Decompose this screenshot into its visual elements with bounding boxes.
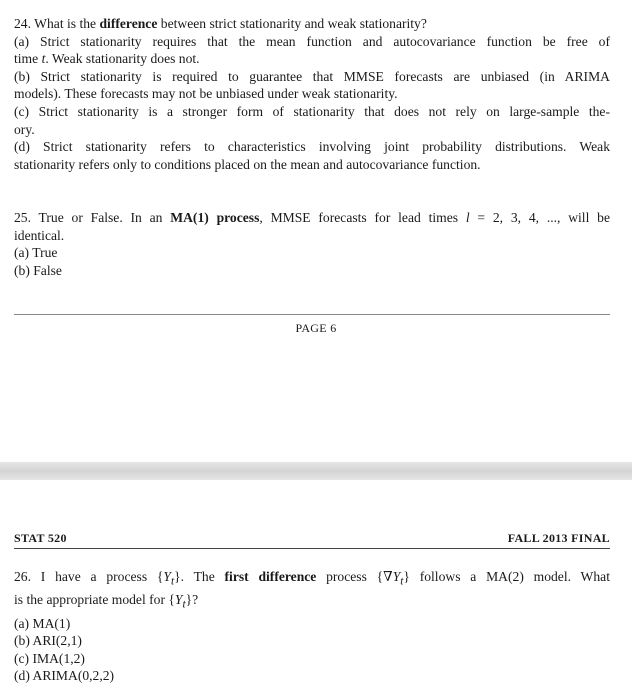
option-24c-line1: (c) Strict stationarity is a stronger form of stationarity that does not rely on large-sample the- [14,103,610,119]
question-25 [14,209,610,279]
option-24a-line1: (a) Strict stationarity requires that the mean function and autocovariance function be free of [14,33,610,49]
option-26a: (a) MA(1) [14,615,71,631]
option-24d-line2: stationarity refers only to conditions placed on the mean and autocovariance function. [14,156,481,172]
option-26b: (b) ARI(2,1) [14,633,82,649]
question-26-stem: 26. I have a process $\{Y_t\}$. The first difference process $\{\nabla Y_t\}$ follows a MA(2) model. What [14,569,610,588]
emphasis-ma1-process: MA(1) process [170,210,260,225]
option-24b-line2: models). These forecasts may not be unbiased under weak stationarity. [14,86,398,102]
option-24c-line2: ory. [14,121,35,137]
option-24a-line2: time t. Weak stationarity does not. [14,51,200,67]
emphasis-difference: difference [99,16,158,31]
header-exam-title: FALL 2013 FINAL [507,531,610,545]
header-course: STAT 520 [14,531,67,545]
question-24-stem: 24. What is the difference between strict stationarity and weak stationarity? [14,16,427,31]
option-25b: (b) False [14,262,62,278]
option-26d: (d) ARIMA(0,2,2) [14,668,115,684]
option-24b-line1: (b) Strict stationarity is required to guarantee that MMSE forecasts are unbiased (in ARIMA [14,68,610,84]
page-number: PAGE 6 [295,321,337,335]
option-26c: (c) IMA(1,2) [14,650,85,666]
footer-rule [14,314,610,315]
page-separator [0,462,632,480]
header-rule [14,548,610,549]
emphasis-first-difference: first difference [224,569,317,584]
question-26-stem-line2: is the appropriate model for $\{Y_t\}$? [14,592,199,612]
option-24d-line1: (d) Strict stationarity refers to characteristics involving joint probability distributions. Weak [14,139,610,155]
option-25a: (a) True [14,245,58,261]
question-24 [14,15,610,173]
question-25-stem: 25. True or False. In an MA(1) process, MMSE forecasts for lead times l = 2, 3, 4, ..., will be [14,210,610,225]
question-25-stem-line2: identical. [14,227,65,243]
question-26 [14,568,610,685]
